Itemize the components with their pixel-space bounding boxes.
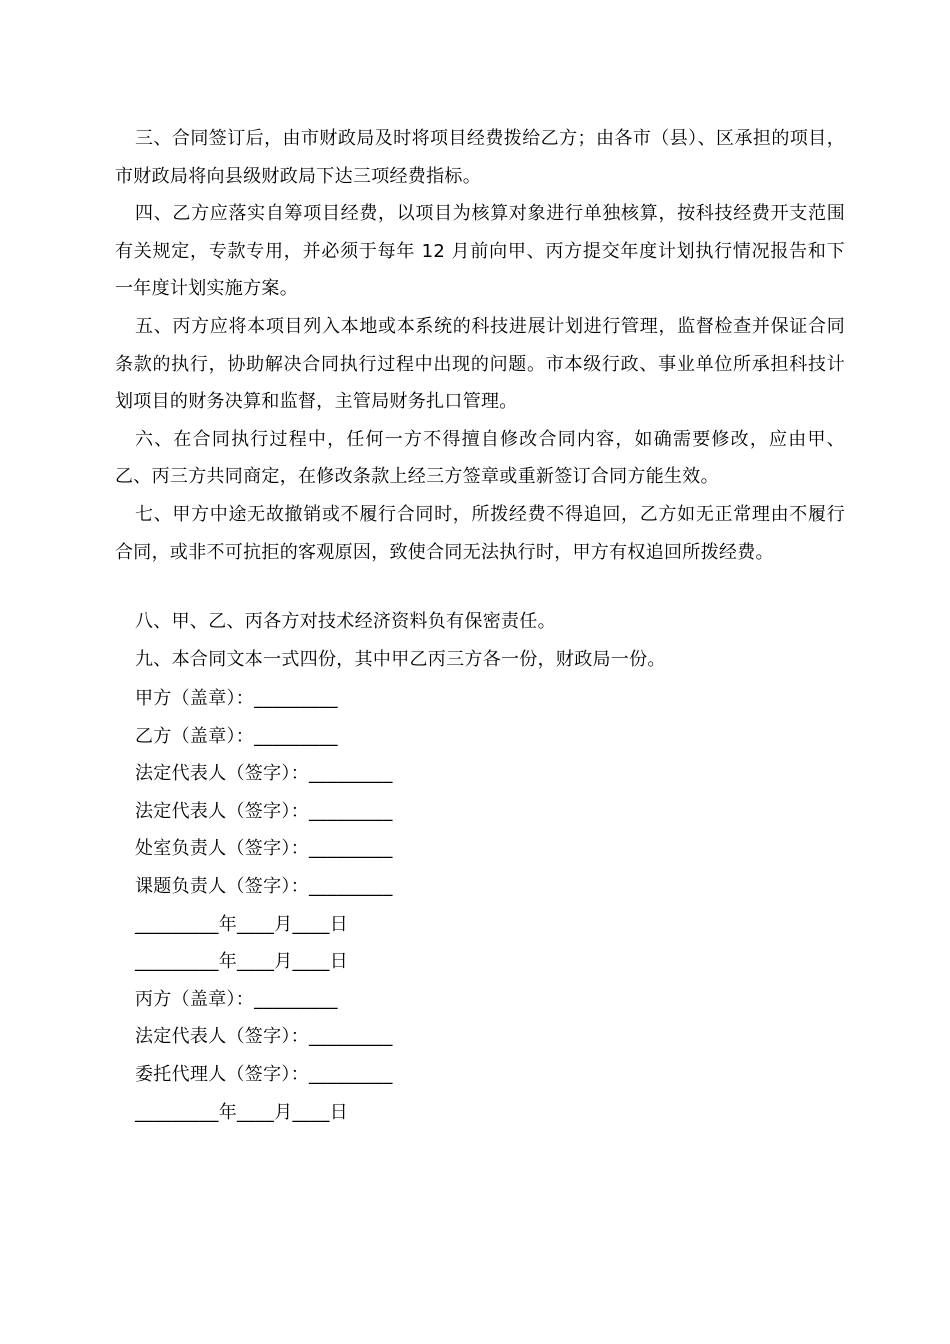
legal-rep-signature-line: 法定代表人（签字）：_________ bbox=[135, 800, 393, 822]
legal-rep-signature-line: 法定代表人（签字）：_________ bbox=[135, 763, 393, 785]
party-c-seal-line: 丙方（盖章）：_________ bbox=[135, 988, 338, 1010]
contract-clauses bbox=[115, 120, 845, 571]
contract-clauses-final bbox=[115, 603, 845, 678]
project-leader-signature-line: 课题负责人（签字）：_________ bbox=[135, 875, 393, 897]
party-a-seal-line: 甲方（盖章）：_________ bbox=[135, 688, 338, 709]
clause-4: 四、乙方应落实自筹项目经费，以项目为核算对象进行单独核算，按科技经费开支范围有关规定，专款专用，并必须于每年 12 月前向甲、丙方提交年度计划执行情况报告和下一年度计划实施方案。 bbox=[115, 203, 845, 300]
signature-block bbox=[135, 680, 393, 1131]
clause-9: 九、本合同文本一式四份，其中甲乙丙三方各一份，财政局一份。 bbox=[135, 648, 666, 670]
clause-5: 五、丙方应将本项目列入本地或本系统的科技进展计划进行管理，监督检查并保证合同条款的执行，协助解决合同执行过程中出现的问题。市本级行政、事业单位所承担科技计划项目的财务决算和监督，主管局财务扎口管理。 bbox=[115, 315, 845, 413]
legal-rep-signature-line: 法定代表人（签字）：_________ bbox=[135, 1026, 393, 1048]
agent-signature-line: 委托代理人（签字）：_________ bbox=[135, 1063, 393, 1085]
department-head-signature-line: 处室负责人（签字）：_________ bbox=[135, 838, 393, 860]
clause-7: 七、甲方中途无故撤销或不履行合同时，所拨经费不得追回，乙方如无正常理由不履行合同，或非不可抗拒的客观原因，致使合同无法执行时，甲方有权追回所拨经费。 bbox=[115, 503, 845, 563]
date-line: _________年____月____日 bbox=[135, 913, 348, 935]
clause-3: 三、合同签订后，由市财政局及时将项目经费拨给乙方；由各市（县）、区承担的项目，市财政局将向县级财政局下达三项经费指标。 bbox=[115, 128, 845, 187]
date-line: _________年____月____日 bbox=[135, 951, 348, 973]
clause-6: 六、在合同执行过程中，任何一方不得擅自修改合同内容，如确需要修改，应由甲、乙、丙三方共同商定，在修改条款上经三方签章或重新签订合同方能生效。 bbox=[115, 428, 845, 488]
date-line: _________年____月____日 bbox=[135, 1101, 348, 1123]
party-b-seal-line: 乙方（盖章）：_________ bbox=[135, 725, 338, 747]
clause-8: 八、甲、乙、丙各方对技术经济资料负有保密责任。 bbox=[135, 611, 556, 632]
